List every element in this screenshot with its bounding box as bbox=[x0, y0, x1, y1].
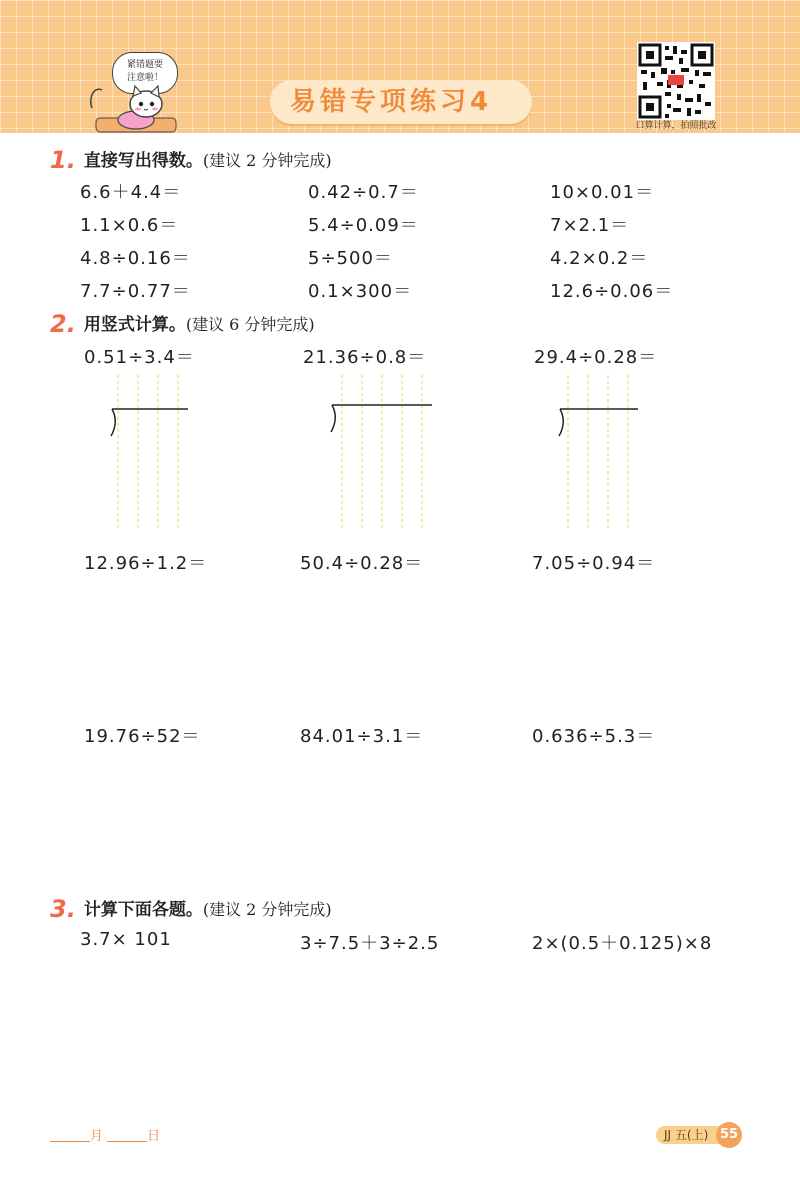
qr-code-icon bbox=[637, 42, 715, 120]
cat-mascot-icon bbox=[88, 78, 178, 134]
date-field bbox=[50, 1125, 160, 1144]
page-header bbox=[0, 0, 800, 133]
oral-item: 7.7÷0.77＝ bbox=[80, 281, 191, 302]
section-2-heading bbox=[50, 310, 315, 338]
section-2-number: 2. bbox=[50, 310, 76, 338]
calc-problem: 3.7× 101 bbox=[80, 929, 172, 950]
division-problem: 84.01÷3.1＝ bbox=[300, 726, 424, 747]
division-problem: 7.05÷0.94＝ bbox=[532, 553, 656, 574]
division-problem: 0.51÷3.4＝ bbox=[84, 347, 195, 368]
section-3-heading bbox=[50, 895, 332, 923]
long-division-template bbox=[548, 370, 648, 535]
grade-tag: JJ 五(上) bbox=[656, 1126, 730, 1144]
oral-item: 1.1×0.6＝ bbox=[80, 215, 179, 236]
oral-item: 0.42÷0.7＝ bbox=[308, 182, 419, 203]
division-problem: 21.36÷0.8＝ bbox=[303, 347, 427, 368]
section-1-heading bbox=[50, 146, 332, 174]
long-division-template bbox=[100, 370, 200, 535]
qr-caption: 口算计算，拍照批改 bbox=[635, 121, 717, 131]
long-division-template bbox=[320, 370, 435, 535]
section-3-note: (建议 2 分钟完成) bbox=[202, 900, 332, 919]
oral-item: 0.1×300＝ bbox=[308, 281, 413, 302]
section-2-note: (建议 6 分钟完成) bbox=[185, 315, 315, 334]
day-label: 日 bbox=[147, 1129, 161, 1144]
month-label: 月 bbox=[90, 1129, 104, 1144]
day-blank bbox=[107, 1141, 147, 1142]
calc-problem: 2×(0.5＋0.125)×8 bbox=[532, 933, 713, 954]
oral-item: 4.2×0.2＝ bbox=[550, 248, 649, 269]
oral-item: 4.8÷0.16＝ bbox=[80, 248, 191, 269]
section-3-number: 3. bbox=[50, 895, 76, 923]
section-3-title: 计算下面各题。 bbox=[83, 900, 203, 920]
oral-item: 7×2.1＝ bbox=[550, 215, 630, 236]
speech-line-2: 注意啦！ bbox=[126, 73, 163, 83]
oral-item: 12.6÷0.06＝ bbox=[550, 281, 674, 302]
speech-line-1: 紧错题要 bbox=[126, 60, 163, 70]
calc-problem: 3÷7.5＋3÷2.5 bbox=[300, 933, 440, 954]
division-problem: 12.96÷1.2＝ bbox=[84, 553, 208, 574]
oral-item: 5.4÷0.09＝ bbox=[308, 215, 419, 236]
section-2-title: 用竖式计算。 bbox=[83, 315, 186, 335]
page-title: 易错专项练习4 bbox=[290, 87, 493, 117]
division-problem: 19.76÷52＝ bbox=[84, 726, 201, 747]
oral-item: 6.6＋4.4＝ bbox=[80, 182, 182, 203]
month-blank bbox=[50, 1141, 90, 1142]
section-1-note: (建议 2 分钟完成) bbox=[202, 151, 332, 170]
oral-item: 10×0.01＝ bbox=[550, 182, 655, 203]
section-1-title: 直接写出得数。 bbox=[83, 151, 203, 171]
division-problem: 0.636÷5.3＝ bbox=[532, 726, 656, 747]
division-problem: 50.4÷0.28＝ bbox=[300, 553, 424, 574]
division-problem: 29.4÷0.28＝ bbox=[534, 347, 658, 368]
oral-item: 5÷500＝ bbox=[308, 248, 393, 269]
section-1-number: 1. bbox=[50, 146, 76, 174]
page-number: 55 bbox=[716, 1122, 742, 1148]
